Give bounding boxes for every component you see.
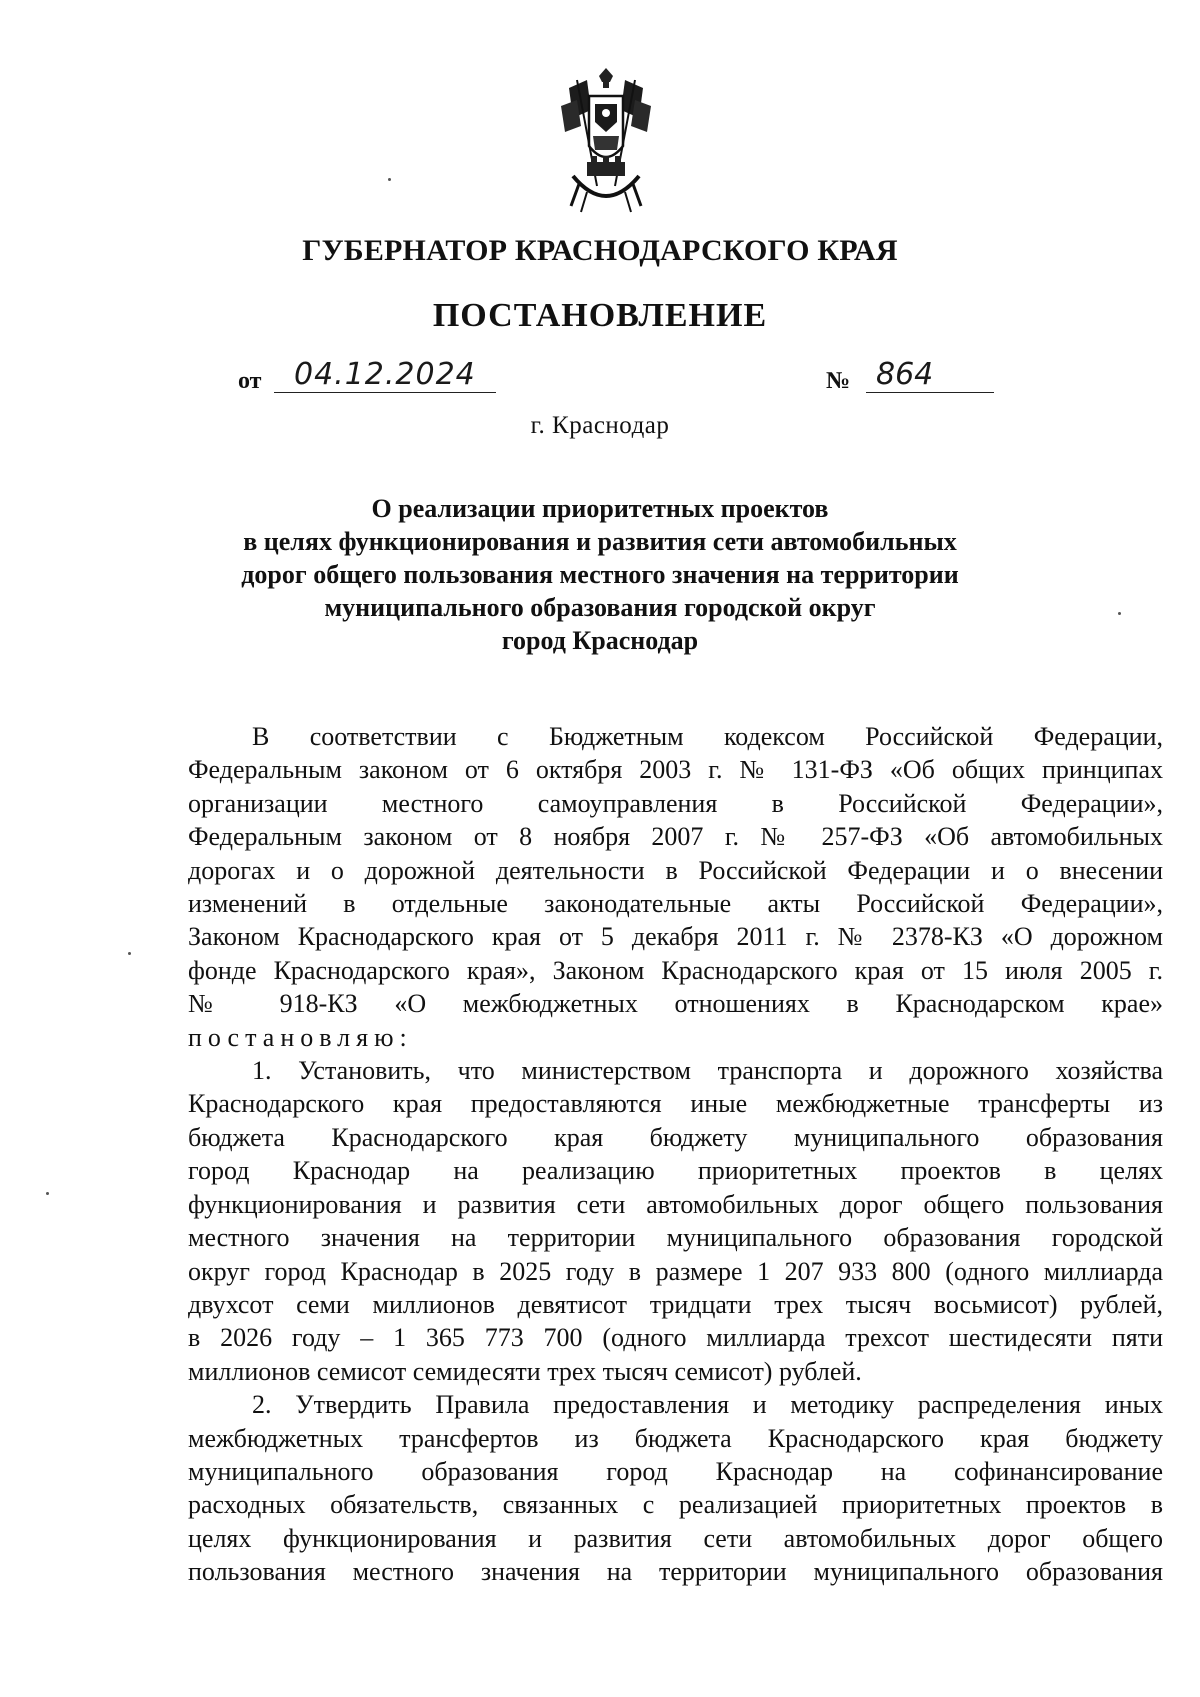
body-line: межбюджетных трансфертов из бюджета Краснодарского края бюджету <box>188 1423 1163 1453</box>
handwritten-number: 864 <box>876 357 934 392</box>
title-line: в целях функционирования и развития сети автомобильных <box>243 527 957 556</box>
body-line: Федеральным законом от 6 октября 2003 г. № 131-ФЗ «Об общих принципах <box>188 755 1163 785</box>
document-body <box>188 720 1163 1589</box>
number-label: № <box>826 368 851 394</box>
body-line: Краснодарского края предоставляются иные межбюджетные трансферты из <box>188 1089 1163 1119</box>
body-line: Федеральным законом от 8 ноября 2007 г. № 257-ФЗ «Об автомобильных <box>188 822 1163 852</box>
date-field <box>274 356 496 393</box>
body-line: организации местного самоуправления в Российской Федерации», <box>188 788 1163 818</box>
body-line: в 2026 году – 1 365 773 700 (одного миллиарда трехсот шестидесяти пяти <box>188 1323 1163 1353</box>
body-line: изменений в отдельные законодательные акты Российской Федерации», <box>188 889 1163 919</box>
body-line: город Краснодар на реализацию приоритетных проектов в целях <box>188 1156 1163 1186</box>
title-line: О реализации приоритетных проектов <box>371 494 829 523</box>
body-line: целях функционирования и развития сети автомобильных дорог общего <box>188 1523 1163 1553</box>
body-line: бюджета Краснодарского края бюджету муниципального образования <box>188 1122 1163 1152</box>
body-line: № 918-КЗ «О межбюджетных отношениях в Краснодарском крае» <box>188 989 1163 1019</box>
number-field <box>866 356 994 393</box>
krasnodar-krai-coat-of-arms-icon <box>547 66 665 216</box>
body-line: миллионов семисот семидесяти трех тысяч семисот) рублей. <box>188 1356 862 1386</box>
scan-speck <box>1118 612 1121 615</box>
document-title <box>200 492 1000 657</box>
city-line: г. Краснодар <box>530 412 670 439</box>
title-line: муниципального образования городской округ <box>324 593 876 622</box>
title-line: город Краснодар <box>501 626 699 655</box>
body-line: В соответствии с Бюджетным кодексом Российской Федерации, <box>252 722 1163 751</box>
body-line: фонде Краснодарского края», Законом Краснодарского края от 15 июля 2005 г. <box>188 955 1163 985</box>
title-line: дорог общего пользования местного значения на территории <box>241 560 959 589</box>
scan-speck <box>128 952 131 955</box>
body-line: дорогах и о дорожной деятельности в Российской Федерации и о внесении <box>188 855 1163 885</box>
date-number-row <box>238 355 998 399</box>
body-line: двухсот семи миллионов девятисот тридцати трех тысяч восьмисот) рублей, <box>188 1289 1163 1319</box>
scan-speck <box>388 178 391 181</box>
body-line: 2. Утвердить Правила предоставления и методику распределения иных <box>252 1390 1163 1420</box>
body-line: муниципального образования город Краснодар на софинансирование <box>188 1456 1163 1486</box>
body-line: функционирования и развития сети автомобильных дорог общего пользования <box>188 1189 1163 1219</box>
handwritten-date: 04.12.2024 <box>294 357 476 392</box>
scan-speck <box>46 1192 49 1195</box>
body-line: Законом Краснодарского края от 5 декабря 2011 г. № 2378-КЗ «О дорожном <box>188 922 1163 952</box>
body-line: пользования местного значения на территории муниципального образования <box>188 1557 1163 1587</box>
document-type-heading: ПОСТАНОВЛЕНИЕ <box>432 297 768 334</box>
body-line: местного значения на территории муниципального образования городской <box>188 1223 1163 1253</box>
body-line: расходных обязательств, связанных с реализацией приоритетных проектов в <box>188 1490 1163 1520</box>
authority-heading: ГУБЕРНАТОР КРАСНОДАРСКОГО КРАЯ <box>302 234 898 267</box>
body-line: 1. Установить, что министерством транспорта и дорожного хозяйства <box>252 1056 1163 1086</box>
body-line-resolve: постановляю: <box>188 1022 413 1052</box>
body-line: округ город Краснодар в 2025 году в размере 1 207 933 800 (одного миллиарда <box>188 1256 1163 1286</box>
date-label: от <box>238 368 262 394</box>
